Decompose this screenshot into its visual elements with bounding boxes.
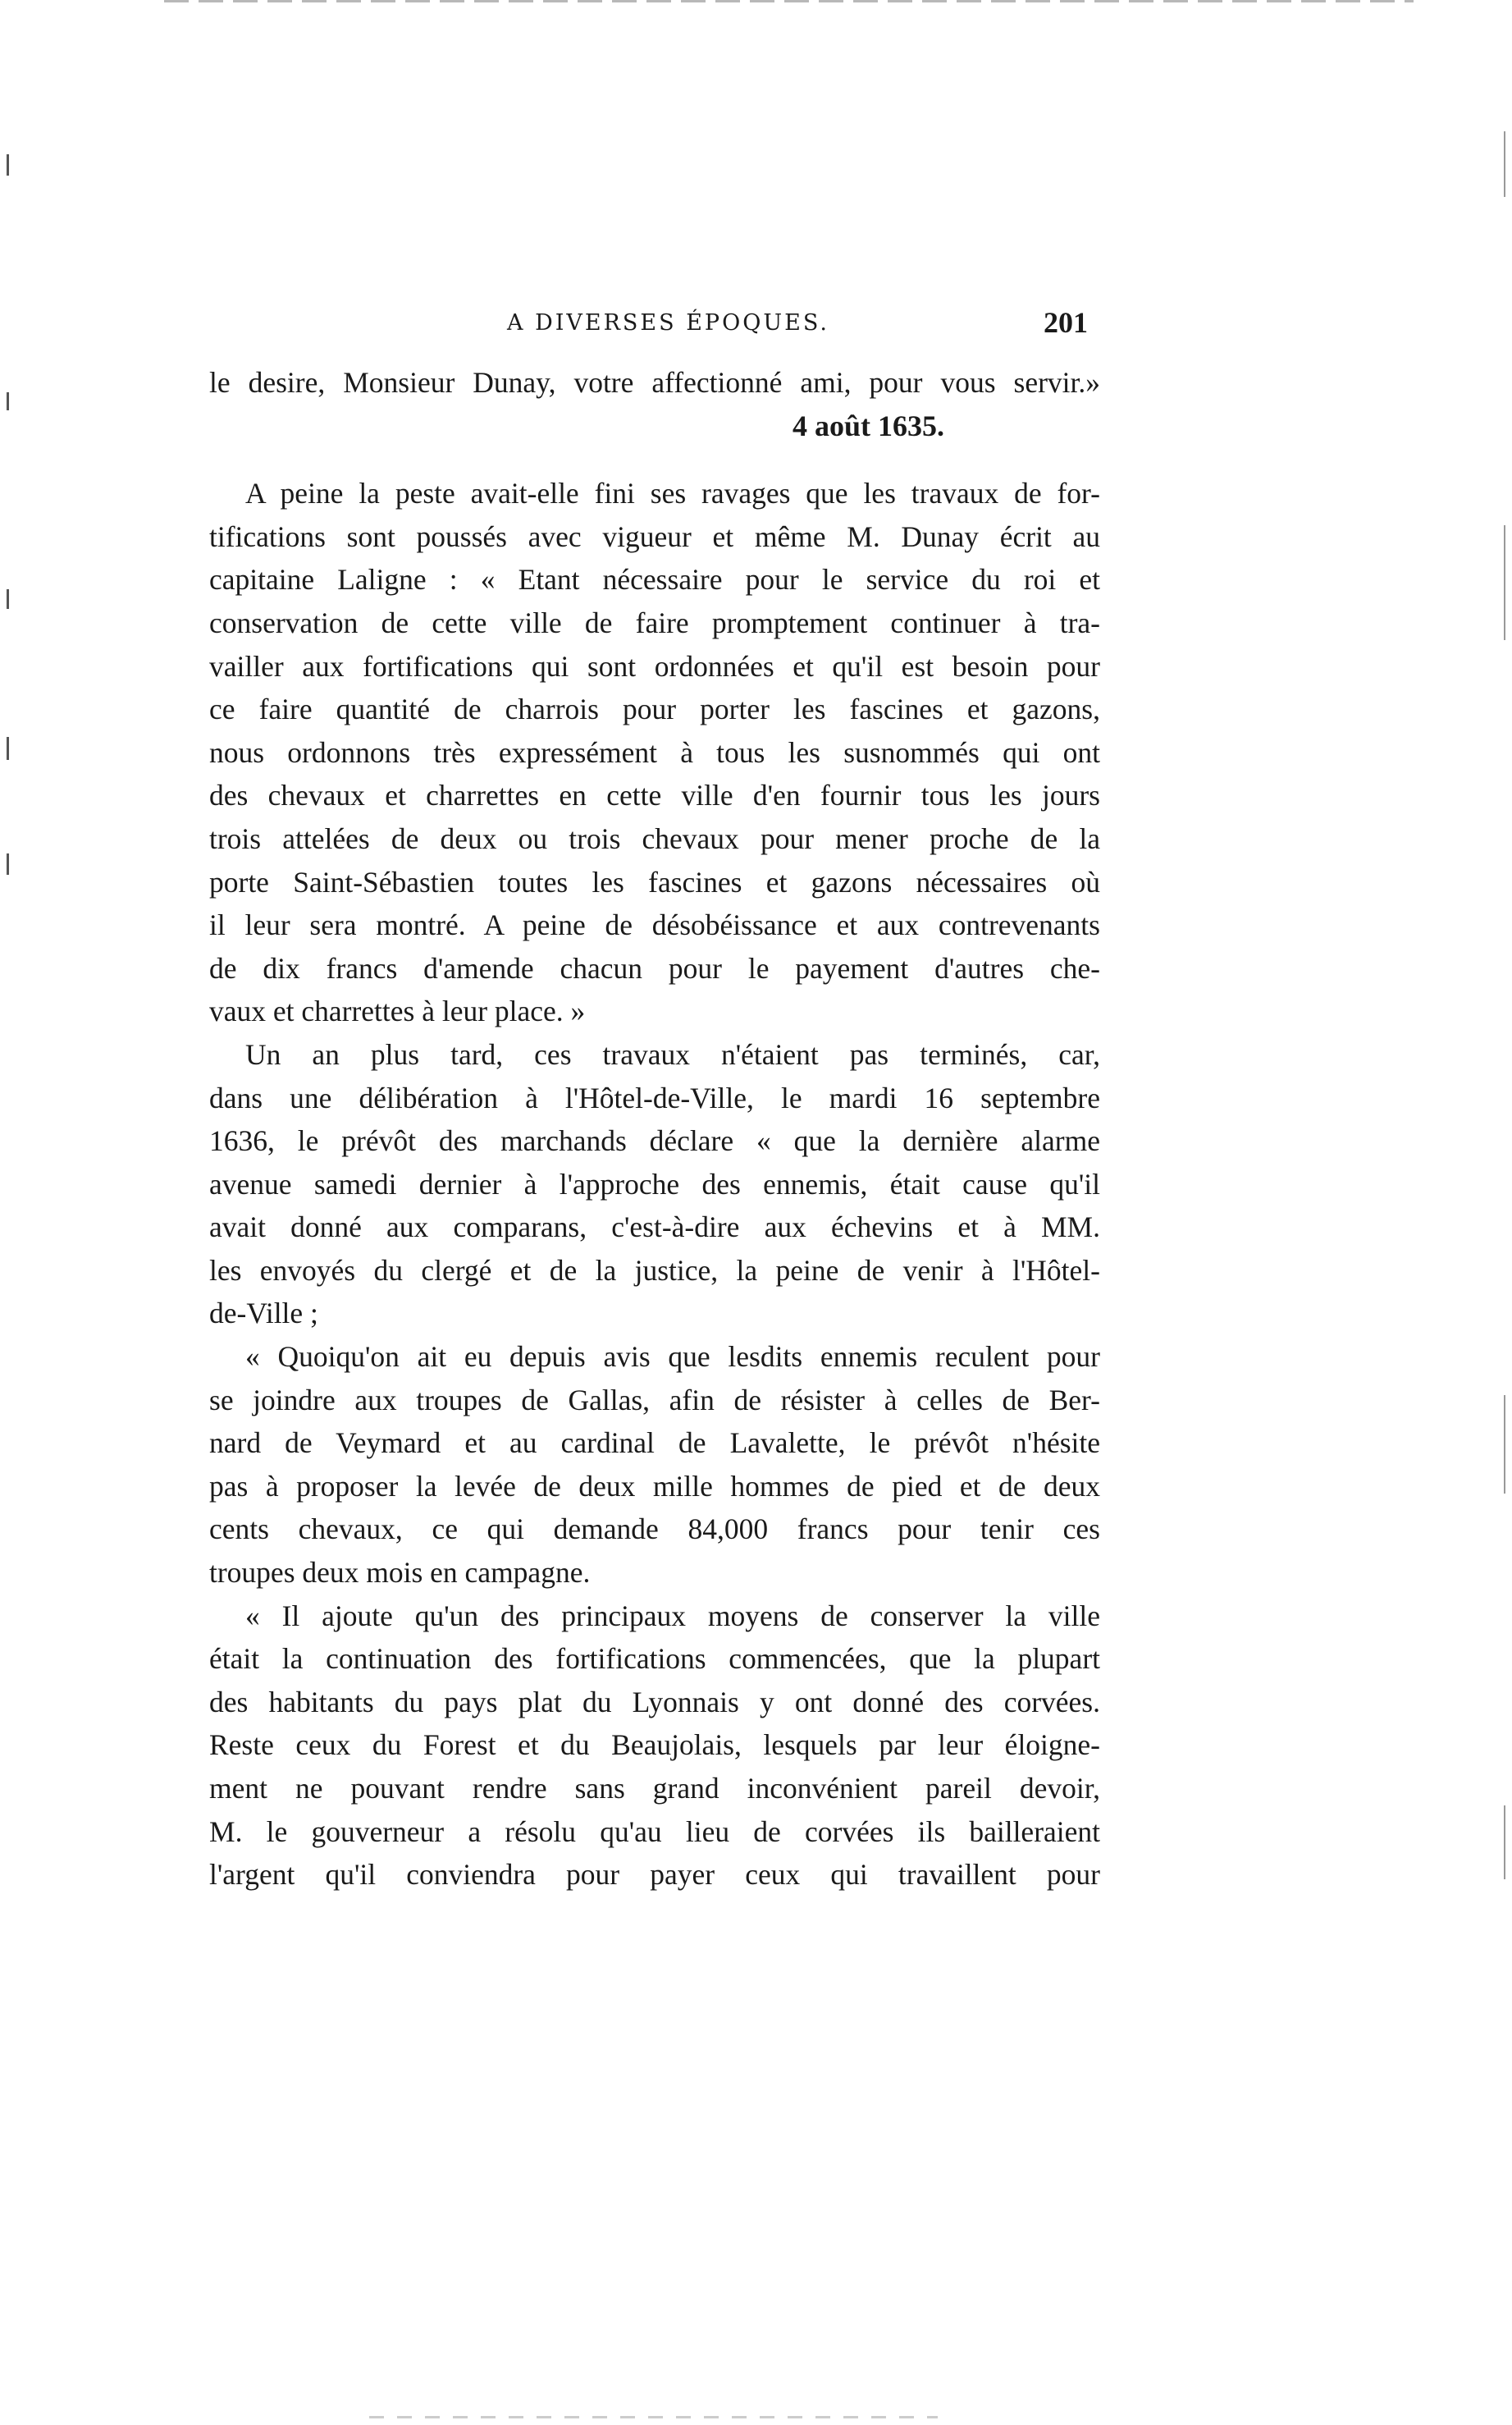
text-line: était la continuation des fortifications commencées, que la plupart (209, 1642, 1100, 1676)
text-line: troupes deux mois en campagne. (209, 1556, 591, 1590)
page-number: 201 (1044, 306, 1088, 339)
scan-right-mark (1504, 525, 1505, 640)
scan-left-mark (7, 853, 9, 875)
text-line: nard de Veymard et au cardinal de Lavalette, le prévôt n'hésite (209, 1426, 1100, 1460)
text-line: ment ne pouvant rendre sans grand inconvénient pareil devoir, (209, 1772, 1100, 1805)
scan-left-mark (7, 737, 9, 760)
text-line: Reste ceux du Forest et du Beaujolais, lesquels par leur éloigne- (209, 1728, 1100, 1762)
letter-date: 4 août 1635. (792, 409, 944, 442)
text-line: les envoyés du clergé et de la justice, la peine de venir à l'Hôtel- (209, 1253, 1100, 1287)
text-line: vailler aux fortifications qui sont ordonnées et qu'il est besoin pour (209, 649, 1100, 683)
text-line: se joindre aux troupes de Gallas, afin de résister à celles de Ber- (209, 1383, 1100, 1416)
scan-right-mark (1504, 131, 1505, 197)
text-line: de-Ville ; (209, 1297, 318, 1330)
text-line: pas à proposer la levée de deux mille hommes de pied et de deux (209, 1469, 1100, 1503)
scan-left-mark (7, 392, 9, 410)
text-line: Un an plus tard, ces travaux n'étaient pas terminés, car, (245, 1037, 1100, 1071)
body-text (209, 361, 1100, 1897)
text-line: tifications sont poussés avec vigueur et même M. Dunay écrit au (209, 519, 1100, 553)
scan-left-mark (7, 589, 9, 609)
text-line: vaux et charrettes à leur place. » (209, 995, 586, 1028)
text-line: porte Saint-Sébastien toutes les fascines et gazons nécessaires où (209, 865, 1100, 899)
text-line: l'argent qu'il conviendra pour payer ceux qui travaillent pour (209, 1858, 1100, 1892)
text-line: de dix francs d'amende chacun pour le payement d'autres che- (209, 951, 1100, 985)
text-line: trois attelées de deux ou trois chevaux pour mener proche de la (209, 821, 1100, 855)
scan-right-mark (1504, 1805, 1505, 1879)
text-line: « Quoiqu'on ait eu depuis avis que lesdits ennemis reculent pour (245, 1340, 1100, 1374)
scan-right-mark (1504, 1395, 1505, 1494)
text-line: des chevaux et charrettes en cette ville d'en fournir tous les jours (209, 779, 1100, 812)
text-line: capitaine Laligne : « Etant nécessaire pour le service du roi et (209, 563, 1100, 597)
text-line: 1636, le prévôt des marchands déclare « que la dernière alarme (209, 1124, 1100, 1158)
running-head: A DIVERSES ÉPOQUES. (507, 310, 829, 336)
scan-bottom-edge (369, 2416, 938, 2418)
text-line: avenue samedi dernier à l'approche des ennemis, était cause qu'il (209, 1167, 1100, 1201)
scan-left-mark (7, 154, 9, 176)
text-line: cents chevaux, ce qui demande 84,000 francs pour tenir ces (209, 1512, 1100, 1546)
text-line: conservation de cette ville de faire promptement continuer à tra- (209, 606, 1100, 639)
text-line: des habitants du pays plat du Lyonnais y ont donné des corvées. (209, 1685, 1100, 1718)
text-line: le desire, Monsieur Dunay, votre affectionné ami, pour vous servir.» (209, 366, 1100, 399)
text-line: dans une délibération à l'Hôtel-de-Ville, le mardi 16 septembre (209, 1081, 1100, 1114)
text-line: ce faire quantité de charrois pour porter les fascines et gazons, (209, 693, 1100, 726)
scan-top-edge (164, 0, 1414, 2)
text-line: A peine la peste avait-elle fini ses ravages que les travaux de for- (245, 477, 1100, 510)
text-line: « Il ajoute qu'un des principaux moyens de conserver la ville (245, 1599, 1100, 1632)
text-line: M. le gouverneur a résolu qu'au lieu de corvées ils bailleraient (209, 1814, 1100, 1848)
text-line: avait donné aux comparans, c'est-à-dire aux échevins et à MM. (209, 1210, 1100, 1244)
text-line: nous ordonnons très expressément à tous les susnommés qui ont (209, 735, 1100, 769)
text-line: il leur sera montré. A peine de désobéissance et aux contrevenants (209, 908, 1100, 942)
